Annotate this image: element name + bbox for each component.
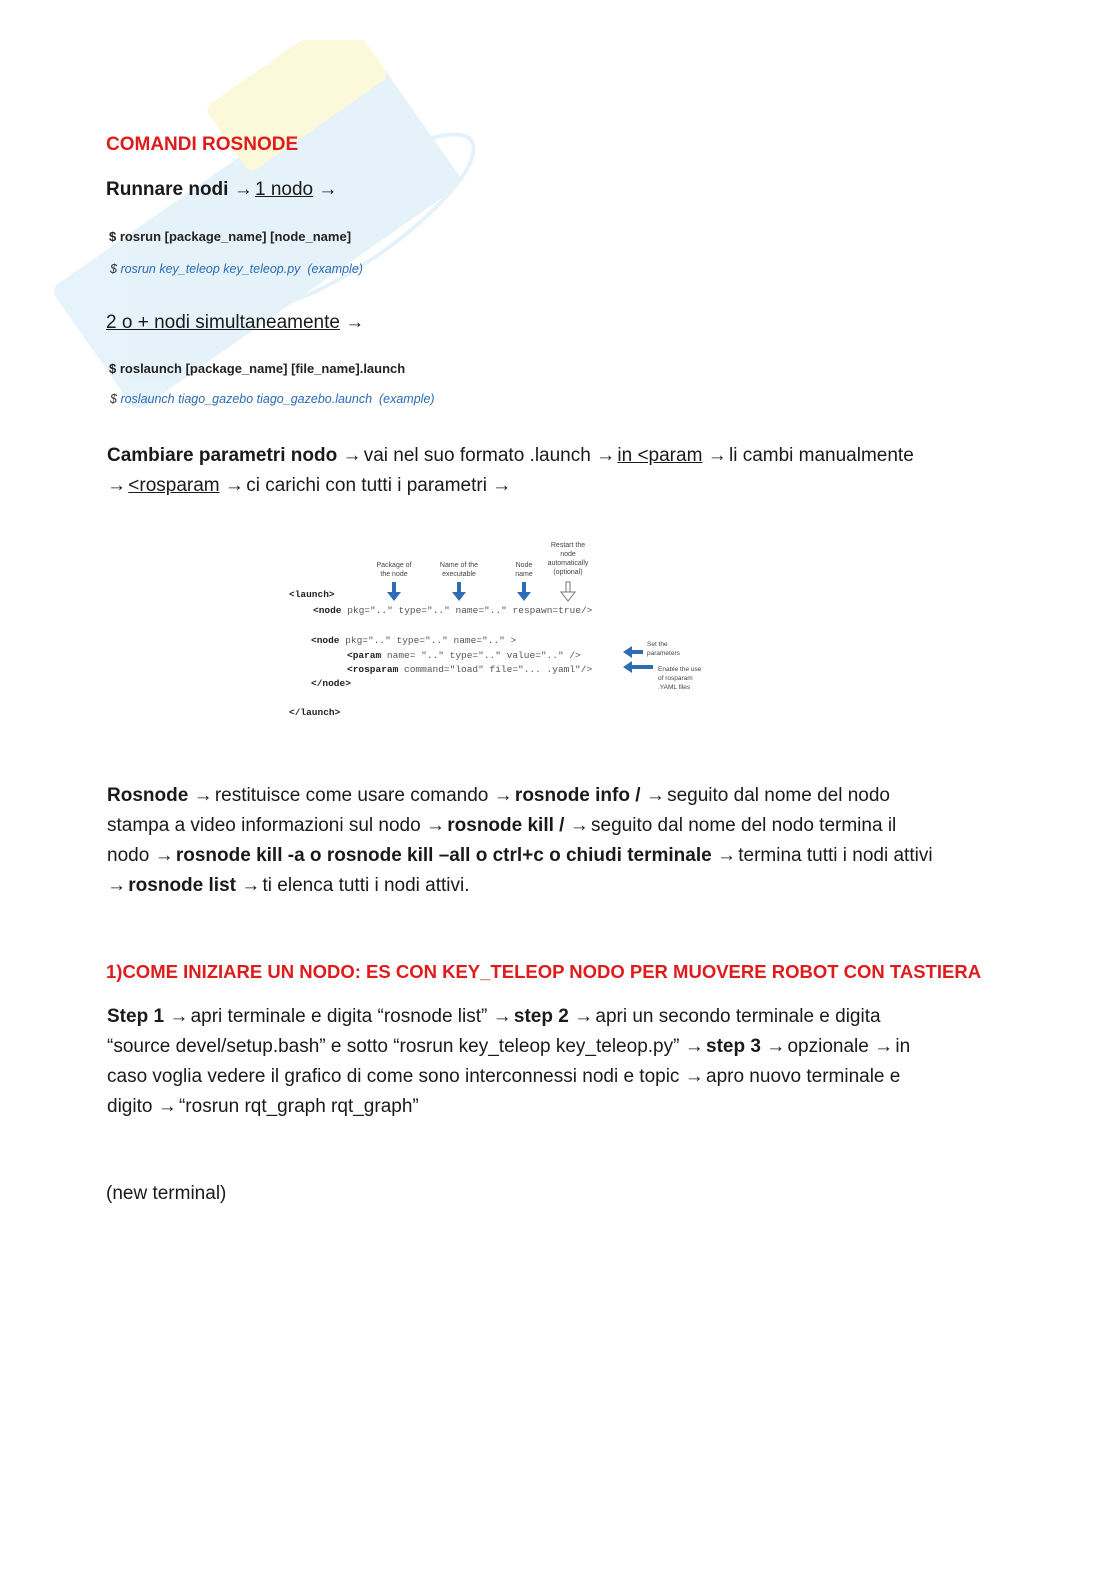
run-nodes-line (106, 175, 338, 205)
arrow-icon: → (318, 179, 338, 200)
arrow-icon: → (107, 475, 126, 496)
rosnode-paragraph (107, 781, 997, 901)
step-text: apro nuovo terminale e (706, 1066, 901, 1087)
code-line-param: <param name= ".." type=".." value=".." /> (347, 650, 581, 661)
code-line-node-close: </node> (311, 678, 351, 689)
change-params-label: Cambiare parametri nodo (107, 445, 338, 466)
arrow-icon: → (493, 785, 513, 806)
one-node-label: 1 nodo (255, 179, 314, 200)
steps-paragraph (107, 1002, 1007, 1122)
label-restart-line1: Restart the (550, 542, 586, 549)
step-1-label: Step 1 (107, 1006, 165, 1027)
change-params-text-3: ci carichi con tutti i parametri (246, 475, 487, 496)
arrow-icon: → (766, 1036, 786, 1057)
rosnode-text: seguito dal nome del nodo (667, 785, 890, 806)
launch-file-diagram (283, 533, 713, 715)
change-params-text-1: vai nel suo formato .launch (363, 445, 591, 466)
arrow-icon: → (169, 1006, 189, 1027)
arrow-icon: → (193, 785, 213, 806)
code-line-node1: <node pkg=".." type=".." name=".." respawn=true/> (313, 605, 593, 616)
section-title-comandi: COMANDI ROSNODE (106, 134, 299, 155)
arrow-icon: → (157, 1096, 177, 1117)
note-set-line1: Set the (647, 641, 668, 648)
arrow-icon: → (233, 179, 253, 200)
arrow-icon: → (574, 1006, 594, 1027)
section-title-iniziare-nodo: 1)COME INIZIARE UN NODO: ES CON KEY_TELEOP NODO PER MUOVERE ROBOT CON TASTIERA (106, 961, 982, 982)
rosnode-text: stampa a video informazioni sul nodo (107, 815, 421, 836)
example-command: roslaunch tiago_gazebo tiago_gazebo.launch (120, 392, 373, 406)
rosnode-text: seguito dal nome del nodo termina il (591, 815, 897, 836)
label-pkg-line2: the node (380, 571, 408, 578)
label-restart-line2: node (560, 551, 576, 558)
rosnode-text: termina tutti i nodi attivi (738, 845, 933, 866)
note-enable-line3: .YAML files (658, 684, 691, 691)
label-pkg-line1: Package of (376, 562, 412, 569)
cmd-roslaunch-example (110, 392, 435, 406)
example-tag: (example) (378, 392, 435, 406)
cmd-rosrun: $ rosrun [package_name] [node_name] (109, 229, 352, 244)
arrow-icon: → (345, 312, 365, 333)
arrow-icon: → (154, 845, 174, 866)
arrow-icon: → (596, 445, 616, 466)
note-enable-line1: Enable the use (658, 666, 702, 673)
step-text: “source devel/setup.bash” e sotto “rosrun key_teleop key_teleop.py” (107, 1036, 680, 1057)
multi-nodes-line (106, 308, 365, 338)
arrow-icon: → (425, 815, 445, 836)
new-terminal-note: (new terminal) (106, 1183, 227, 1204)
dollar-sign: $ (110, 392, 117, 406)
step-3-label: step 3 (706, 1036, 761, 1057)
rosparam-label: <rosparam (128, 475, 220, 496)
step-text: digito (107, 1096, 153, 1117)
rosnode-kill-all-cmd: rosnode kill -a o rosnode kill –all o ctrl+c o chiudi terminale (175, 845, 712, 866)
arrow-icon: → (684, 1036, 704, 1057)
change-params-text-2: li cambi manualmente (728, 445, 914, 466)
step-text: “rosrun rqt_graph rqt_graph” (178, 1096, 419, 1117)
label-restart-line4: (optional) (553, 569, 583, 576)
down-arrow-icon (387, 582, 575, 601)
arrow-icon: → (684, 1066, 704, 1087)
step-text: in (895, 1036, 911, 1057)
note-set-line2: parameters (647, 650, 680, 657)
in-param-label: in <param (617, 445, 703, 466)
cmd-roslaunch: $ roslaunch [package_name] [file_name].launch (109, 361, 406, 376)
example-tag: (example) (307, 262, 363, 276)
run-label: Runnare nodi (106, 179, 229, 200)
arrow-icon: → (224, 475, 244, 496)
label-name-line2: name (515, 571, 533, 578)
arrow-icon: → (342, 445, 362, 466)
step-text: apri un secondo terminale e digita (595, 1006, 881, 1027)
step-text: apri terminale e digita “rosnode list” (190, 1006, 488, 1027)
arrow-icon: → (645, 785, 665, 806)
label-name-line1: Node (515, 562, 533, 569)
code-line-launch-close: </launch> (289, 707, 341, 715)
change-params-paragraph (107, 441, 1007, 501)
step-text: opzionale (787, 1036, 869, 1057)
code-line-node2: <node pkg=".." type=".." name=".." > (311, 635, 517, 646)
rosnode-info-cmd: rosnode info / (514, 785, 641, 806)
code-line-launch: <launch> (289, 589, 335, 600)
arrow-icon: → (707, 445, 727, 466)
note-enable-line2: of rosparam (658, 675, 693, 682)
label-exec-line1: Name of the (439, 562, 479, 569)
step-2-label: step 2 (513, 1006, 569, 1027)
label-restart-line3: automatically (547, 560, 589, 567)
dollar-sign: $ (110, 262, 117, 276)
arrow-icon: → (492, 1006, 512, 1027)
arrow-icon: → (716, 845, 736, 866)
arrow-icon: → (241, 875, 261, 896)
arrow-icon: → (569, 815, 589, 836)
rosnode-label: Rosnode (107, 785, 189, 806)
rosnode-list-cmd: rosnode list (128, 875, 236, 896)
rosnode-text: restituisce come usare comando (214, 785, 489, 806)
arrow-icon: → (492, 475, 512, 496)
label-exec-line2: executable (442, 571, 476, 578)
arrow-icon: → (107, 875, 126, 896)
code-line-rosparam: <rosparam command="load" file="... .yaml"/> (347, 664, 593, 675)
cmd-rosrun-example (110, 262, 363, 276)
rosnode-text: ti elenca tutti i nodi attivi. (262, 875, 470, 896)
example-command: rosrun key_teleop key_teleop.py (120, 262, 301, 276)
rosnode-text: nodo (107, 845, 150, 866)
rosnode-kill-cmd: rosnode kill / (447, 815, 565, 836)
multi-nodes-label: 2 o + nodi simultaneamente (106, 312, 340, 333)
step-text: caso voglia vedere il grafico di come sono interconnessi nodi e topic (107, 1066, 680, 1087)
arrow-icon: → (874, 1036, 894, 1057)
